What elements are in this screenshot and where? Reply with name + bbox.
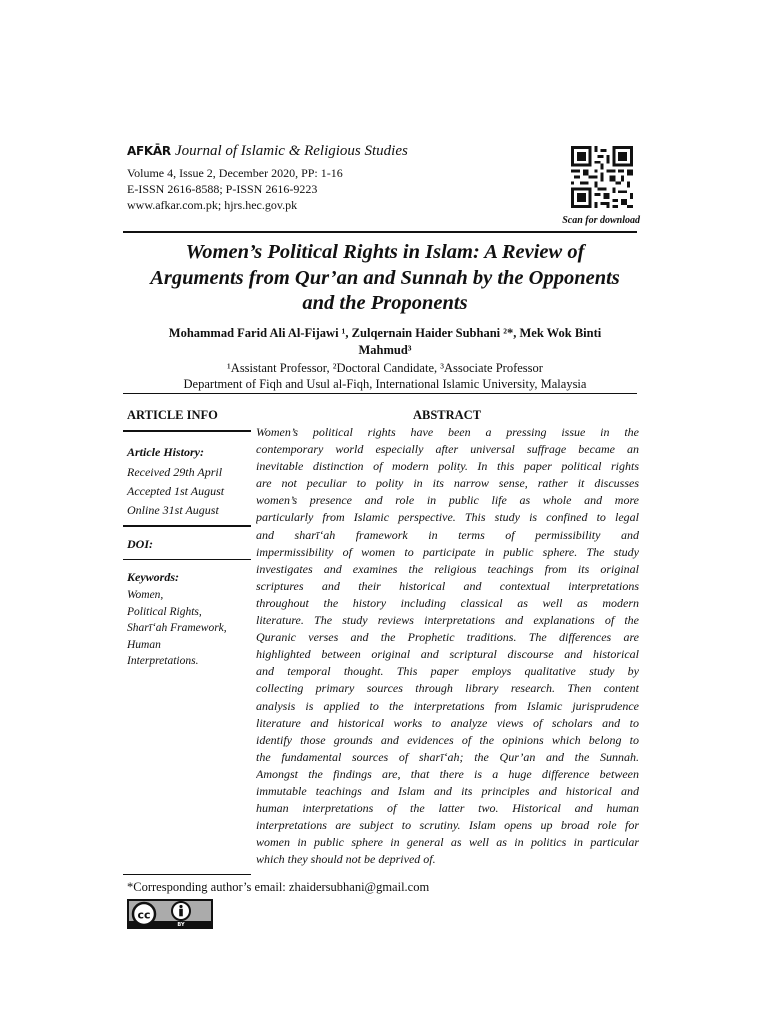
doi-label: DOI: bbox=[127, 537, 153, 551]
abstract-line: are not peculiar to polity in its narrow sense, rather it discusses bbox=[256, 476, 639, 491]
corresponding-author: *Corresponding author’s email: zhaidersubhani@gmail.com bbox=[127, 880, 430, 894]
roles-line: ¹Assistant Professor, ²Doctoral Candidate, ³Associate Professor bbox=[227, 361, 543, 375]
abstract-line: investigates and examines the religious teachings from its original bbox=[256, 561, 639, 576]
journal-brand: AFKĀR bbox=[127, 144, 171, 158]
abstract-body bbox=[256, 424, 639, 868]
abstract-line: human interpretations of the latter two. Historical and human bbox=[256, 801, 639, 816]
abstract-line: and temporal thought. This paper employs qualitative study by bbox=[256, 664, 639, 679]
affiliation bbox=[127, 360, 643, 392]
keyword: Human bbox=[127, 638, 161, 651]
keywords-title: Keywords: bbox=[127, 570, 179, 584]
abstract-line: collecting primary sources through library research. Then content bbox=[256, 681, 639, 696]
abstract-heading: ABSTRACT bbox=[412, 408, 482, 422]
keyword: Political Rights, bbox=[127, 605, 202, 618]
abstract-line: Quranic verses and the Prophetic traditions. The differences are bbox=[256, 630, 639, 645]
cc-by-license-icon[interactable] bbox=[127, 899, 213, 929]
abstract-line: literature and historical works to analyze views of scholars and to bbox=[256, 715, 639, 730]
article-history bbox=[127, 463, 224, 520]
web-line[interactable]: www.afkar.com.pk; hjrs.hec.gov.pk bbox=[127, 198, 298, 212]
abstract-line: scriptures and their historical and contextual interpretations bbox=[256, 578, 639, 593]
article-info-heading: ARTICLE INFO bbox=[127, 408, 218, 422]
journal-meta bbox=[127, 165, 343, 213]
title-line: Women’s Political Rights in Islam: A Review of bbox=[185, 241, 585, 263]
journal-name: Journal of Islamic & Religious Studies bbox=[174, 143, 408, 159]
abstract-line: contemporary world especially after universal suffrage became an bbox=[256, 442, 639, 457]
header-divider bbox=[123, 231, 637, 233]
received-date: Received 29th April bbox=[127, 465, 223, 479]
authors-line: Mahmud³ bbox=[358, 343, 412, 357]
keyword: Sharī‘ah Framework, bbox=[127, 622, 227, 634]
abstract-line: literature. The study reviews interpretations and explanations of the bbox=[256, 613, 639, 628]
abstract-line: throughout the history including classical as well as modern bbox=[256, 595, 639, 610]
department-line: Department of Fiqh and Usul al-Fiqh, International Islamic University, Malaysia bbox=[183, 377, 587, 391]
scan-label: Scan for download bbox=[562, 215, 640, 226]
abstract-line: interpretations are subject to scrutiny. Islam opens up broad role for bbox=[256, 818, 639, 833]
abstract-line: immutable teachings and Islam and its principles and historical and bbox=[256, 783, 639, 798]
qr-code-icon[interactable] bbox=[570, 146, 634, 208]
keyword: Interpretations. bbox=[127, 655, 199, 667]
abstract-line: women in public sphere in general as well as in politics in particular bbox=[256, 835, 639, 850]
history-title: Article History: bbox=[127, 445, 204, 459]
abstract-line: highlighted between original and scriptural discourse and historical bbox=[256, 647, 639, 662]
keyword: Women, bbox=[127, 589, 164, 601]
title-line: Arguments from Qur’an and Sunnah by the Opponents bbox=[150, 266, 620, 289]
abstract-line: analysis is applied to the interpretations from Islamic jurisprudence bbox=[256, 698, 639, 713]
abstract-line: identify those grounds and evidences of the opinions which belong to bbox=[256, 732, 639, 747]
abstract-line: Women’s political rights have been a pressing issue in the bbox=[256, 425, 639, 439]
abstract-line: the fundamental sources of sharī‘ah; the Qur’an and the Sunnah. bbox=[256, 749, 639, 764]
abstract-line: women’s presence and role in public life as whole and more bbox=[256, 493, 639, 508]
article-title bbox=[127, 240, 643, 317]
license-badge-text: BY bbox=[177, 922, 185, 928]
keywords-list bbox=[127, 587, 227, 670]
authors bbox=[127, 325, 643, 359]
svg-text:cc: cc bbox=[137, 908, 151, 922]
issn-line: E-ISSN 2616-8588; P-ISSN 2616-9223 bbox=[127, 182, 318, 196]
doi-divider bbox=[123, 559, 251, 560]
abstract-line: particularly from Islamic perspective. This study is confined to legal bbox=[256, 510, 639, 525]
abstract-line: inevitable distinction of modern polity. In this paper political rights bbox=[256, 459, 639, 474]
affiliation-divider bbox=[123, 393, 637, 394]
abstract-line: and sharī‘ah framework in terms of permissibility and bbox=[256, 527, 639, 542]
history-divider bbox=[123, 525, 251, 527]
online-date: Online 31st August bbox=[127, 503, 219, 517]
authors-line: Mohammad Farid Ali Al-Fijawi ¹, Zulqernain Haider Subhani ²*, Mek Wok Binti bbox=[168, 326, 602, 340]
title-line: and the Proponents bbox=[302, 292, 468, 314]
abstract-line: which they should not be deprived of. bbox=[256, 852, 436, 867]
info-divider bbox=[123, 430, 251, 432]
volume-line: Volume 4, Issue 2, December 2020, PP: 1-16 bbox=[127, 166, 343, 180]
abstract-line: Amongst the findings are, that there is a huge difference between bbox=[256, 766, 639, 781]
journal-header bbox=[127, 143, 408, 160]
footnote-divider bbox=[123, 874, 251, 875]
abstract-line: impermissibility of women to participate in public sphere. The study bbox=[256, 544, 639, 559]
accepted-date: Accepted 1st August bbox=[127, 484, 225, 498]
